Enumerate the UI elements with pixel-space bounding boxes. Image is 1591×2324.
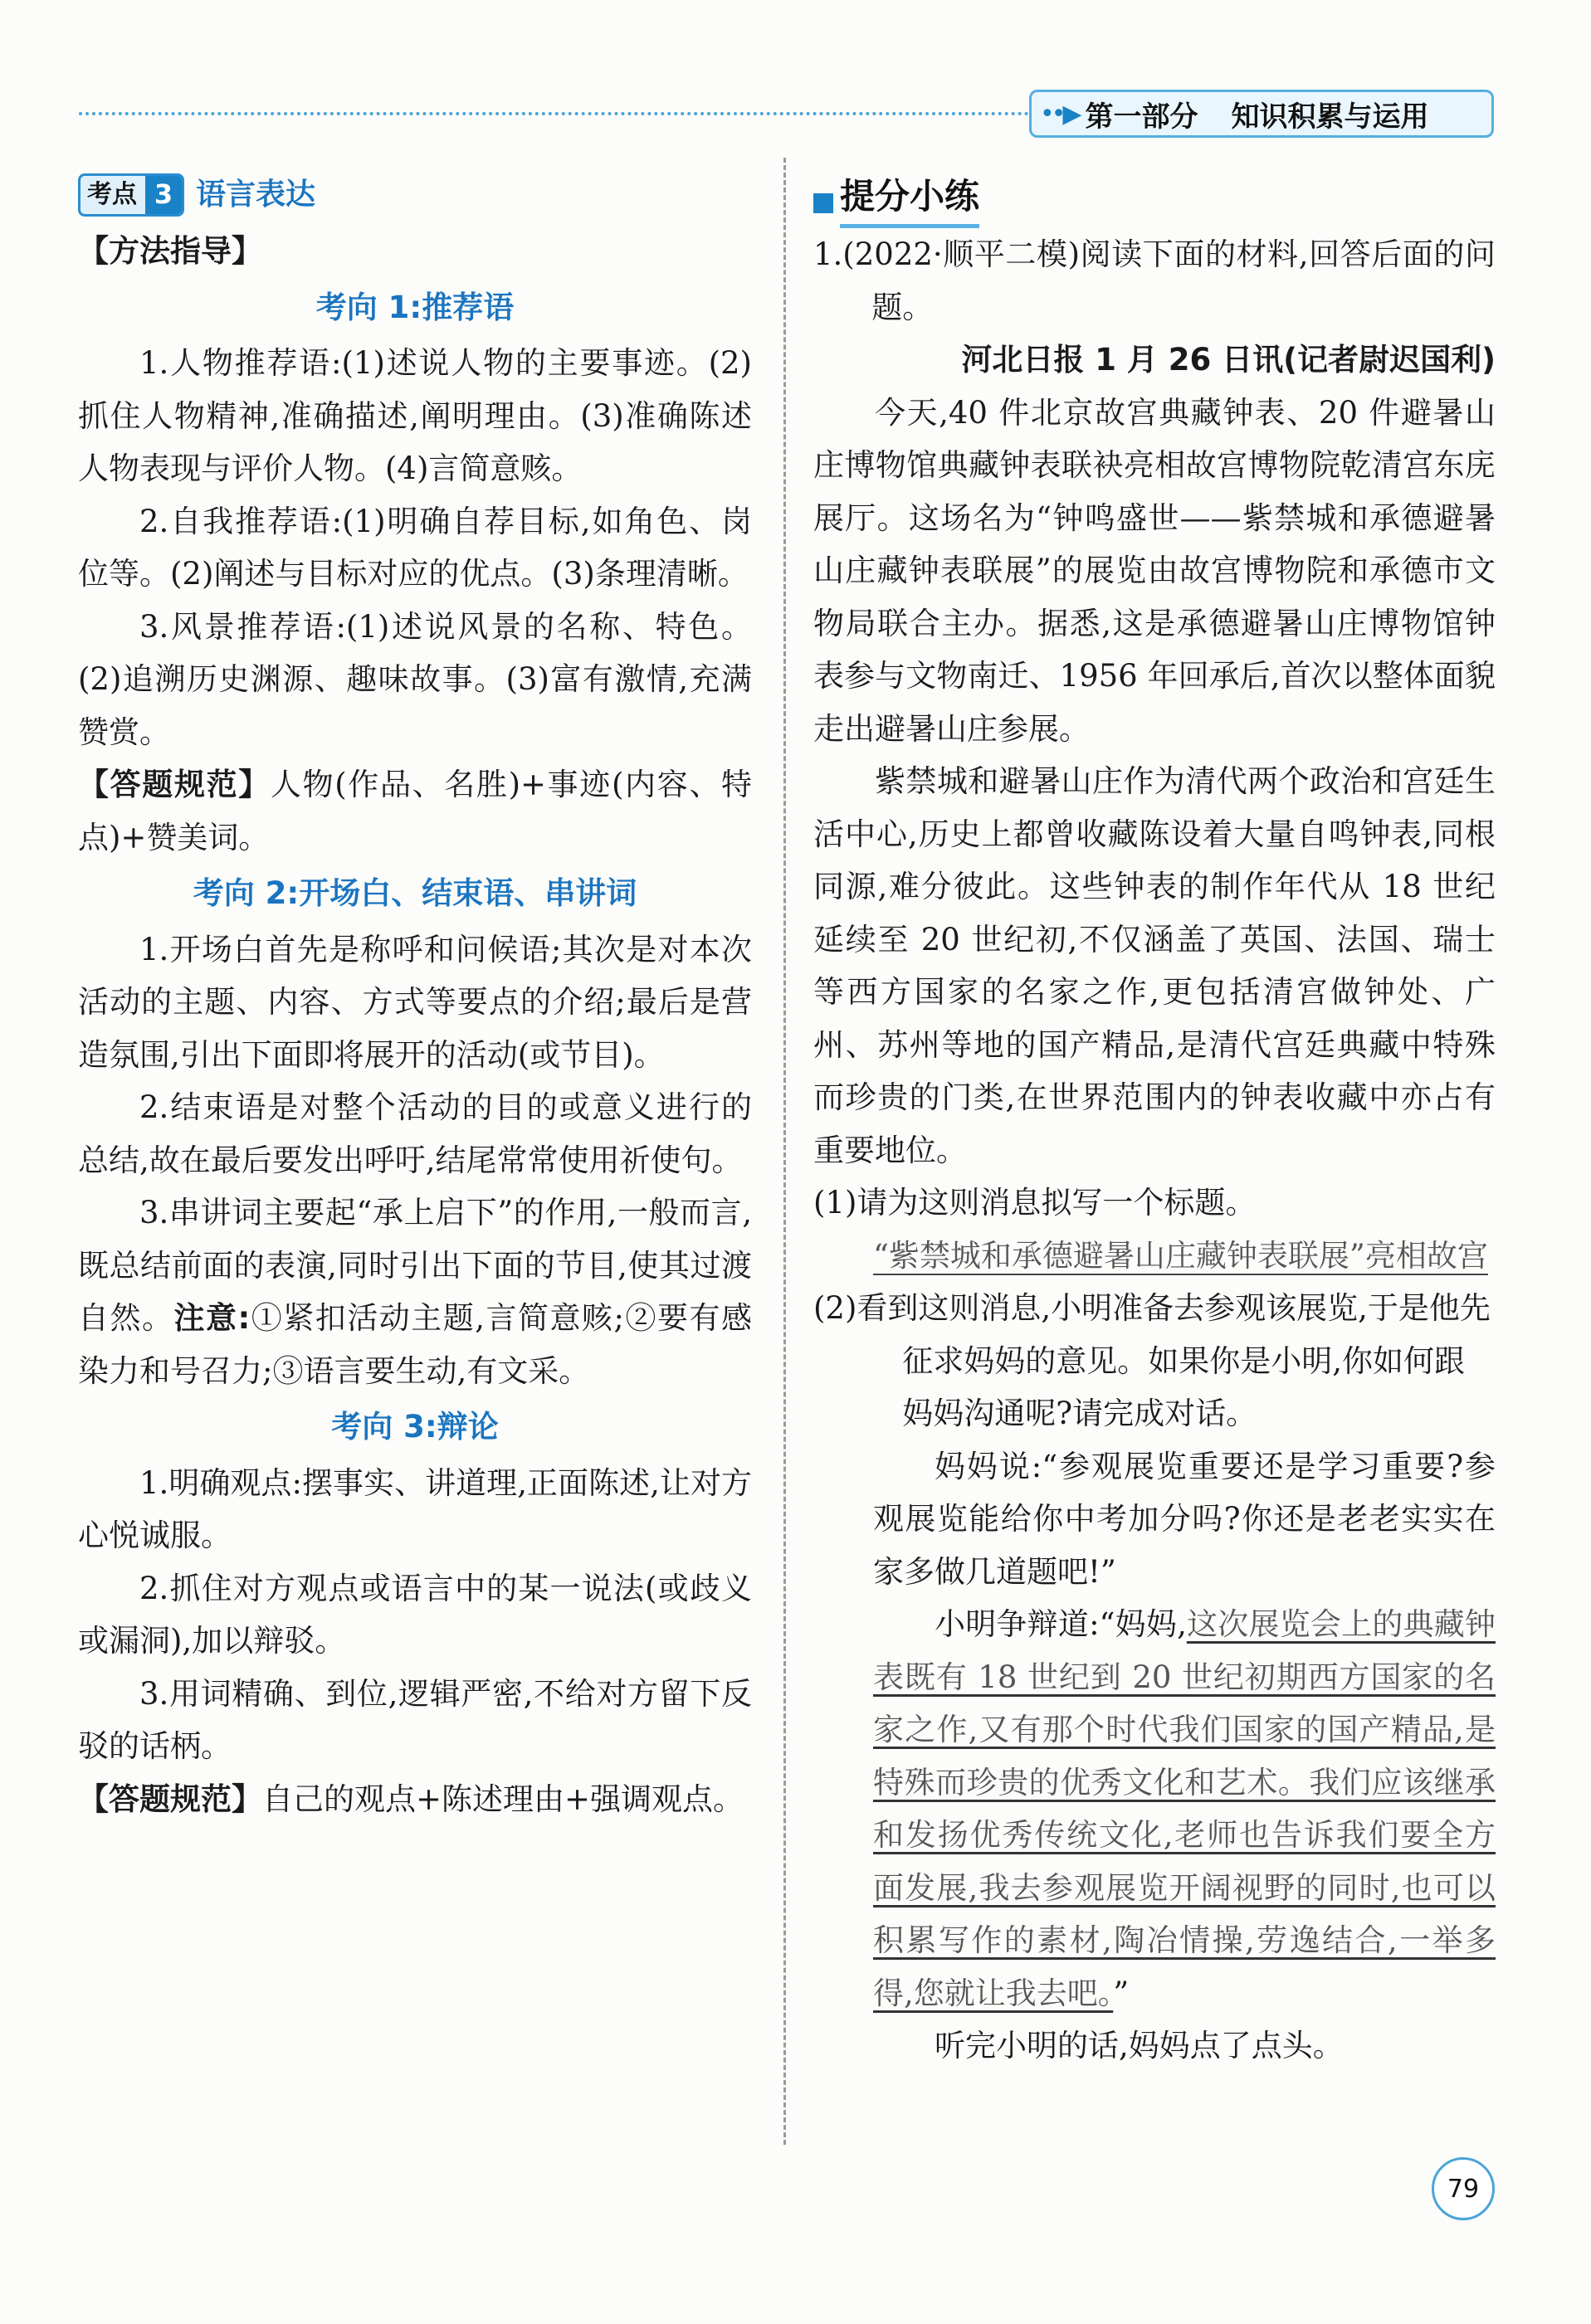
paragraph: 1.明确观点:摆事实、讲道理,正面陈述,让对方心悦诚服。 bbox=[78, 1464, 752, 1553]
paragraph-text: 3.串讲词主要起“承上启下”的作用,一般而言,既总结前面的表演,同时引出下面的节目,使其过渡自然。 bbox=[78, 1195, 752, 1336]
mom-dialogue: 妈妈说:“参观展览重要还是学习重要?参观展览能给你中考加分吗?你还是老老实实在家多做几道题吧!” bbox=[873, 1448, 1496, 1590]
page-number: 79 bbox=[1432, 2157, 1495, 2220]
method-heading: 【方法指导】 bbox=[78, 233, 262, 269]
right-column bbox=[813, 170, 1496, 2073]
direction-3-heading: 考向 3:辩论 bbox=[331, 1409, 499, 1445]
answer-norm-text: 人物(作品、名胜)+事迹(内容、特点)+赞美词。 bbox=[78, 767, 753, 855]
news-paragraph: 紫禁城和避暑山庄作为清代两个政治和宫廷生活中心,历史上都曾收藏陈设着大量自鸣钟表,同根同源,难分彼此。这些钟表的制作年代从 18 世纪延续至 20 世纪初,不仅涵盖了英国、法国、瑞士等西方国家的名家之作,更包括清宫做钟处、广州、苏州等地的国产精品,是清代宫廷典藏中特殊而珍贵的门类,在世界范围内的钟表收藏中亦占有重要地位。 bbox=[813, 763, 1496, 1168]
answer-norm-label: 【答题规范】 bbox=[78, 767, 271, 802]
paragraph: 2.自我推荐语:(1)明确自荐目标,如角色、岗位等。(2)阐述与目标对应的优点。(3)条理清晰。 bbox=[78, 503, 752, 592]
practice-title: 提分小练 bbox=[840, 170, 979, 229]
answer-norm-2 bbox=[78, 1773, 752, 1826]
sub-question-2: (2)看到这则消息,小明准备去参观该展览,于是他先征求妈妈的意见。如果你是小明,你如何跟妈妈沟通呢?请完成对话。 bbox=[813, 1290, 1491, 1431]
paragraph: 3.风景推荐语:(1)述说风景的名称、特色。(2)追溯历史渊源、趣味故事。(3)富有激情,充满赞赏。 bbox=[78, 608, 752, 750]
ending-line: 听完小明的话,妈妈点了点头。 bbox=[935, 2028, 1344, 2063]
kaodian-title: 语言表达 bbox=[196, 178, 316, 212]
question-1: 1.(2022·顺平二模)阅读下面的材料,回答后面的问题。 bbox=[813, 236, 1496, 325]
note-label: 注意: bbox=[173, 1300, 251, 1336]
practice-header bbox=[813, 170, 1496, 228]
dialogue-suffix: ” bbox=[1113, 1975, 1130, 2011]
part-label: 第一部分 bbox=[1085, 100, 1198, 134]
arrow-icon: ••▶ bbox=[1040, 99, 1079, 129]
section-tab bbox=[1029, 90, 1494, 138]
kaodian-label: 考点 bbox=[87, 180, 137, 210]
answer-text: 这次展览会上的典藏钟表既有 18 世纪到 20 世纪初期西方国家的名家之作,又有那个时代我们国家的国产精品,是特殊而珍贵的优秀文化和艺术。我们应该继承和发扬优秀传统文化,老师也告诉我们要全方面发展,我去参观展览开阔视野的同时,也可以积累写作的素材,陶冶情操,劳逸结合,一举多得,您就让我去吧。 bbox=[873, 1606, 1496, 2011]
paragraph: 2.抓住对方观点或语言中的某一说法(或歧义或漏洞),加以辩驳。 bbox=[78, 1570, 752, 1659]
xiaoming-dialogue bbox=[813, 1598, 1496, 2019]
column-divider bbox=[783, 158, 786, 2145]
news-source: 河北日报 1 月 26 日讯(记者尉迟国利) bbox=[961, 342, 1496, 378]
direction-2-heading: 考向 2:开场白、结束语、串讲词 bbox=[193, 875, 637, 911]
answer-norm-1 bbox=[78, 758, 752, 864]
section-label: 知识积累与运用 bbox=[1231, 100, 1429, 134]
kaodian-header bbox=[78, 170, 752, 220]
kaodian-number: 3 bbox=[145, 176, 182, 214]
paragraph: 1.人物推荐语:(1)述说人物的主要事迹。(2)抓住人物精神,准确描述,阐明理由。(3)准确陈述人物表现与评价人物。(4)言简意赅。 bbox=[78, 345, 752, 486]
direction-1-heading: 考向 1:推荐语 bbox=[315, 289, 515, 325]
dialogue-prefix: 小明争辩道:“妈妈, bbox=[935, 1606, 1187, 1642]
answer-text: “紫禁城和承德避暑山庄藏钟表联展”亮相故宫 bbox=[873, 1237, 1488, 1274]
left-column bbox=[78, 170, 752, 1825]
answer-norm-text: 自己的观点+陈述理由+强调观点。 bbox=[262, 1781, 744, 1817]
header-dotted-line bbox=[79, 112, 1029, 115]
answer-norm-label: 【答题规范】 bbox=[78, 1781, 262, 1817]
paragraph-text: ①紧扣活动主题,言简意赅;②要有感染力和号召力;③语言要生动,有文采。 bbox=[78, 1300, 752, 1389]
kaodian-badge bbox=[78, 173, 184, 217]
paragraph: 1.开场白首先是称呼和问候语;其次是对本次活动的主题、内容、方式等要点的介绍;最后是营造氛围,引出下面即将展开的活动(或节目)。 bbox=[78, 931, 752, 1073]
square-icon bbox=[813, 193, 833, 213]
answer-1 bbox=[813, 1230, 1496, 1283]
news-paragraph: 今天,40 件北京故宫典藏钟表、20 件避暑山庄博物馆典藏钟表联袂亮相故宫博物院乾清宫东庑展厅。这场名为“钟鸣盛世——紫禁城和承德避暑山庄藏钟表联展”的展览由故宫博物院和承德市文物局联合主办。据悉,这是承德避暑山庄博物馆钟表参与文物南迁、1956 年回承后,首次以整体面貌走出避暑山庄参展。 bbox=[813, 394, 1496, 747]
paragraph: 3.用词精确、到位,逻辑严密,不给对方留下反驳的话柄。 bbox=[78, 1675, 752, 1764]
paragraph: 2.结束语是对整个活动的目的或意义进行的总结,故在最后要发出呼吁,结尾常常使用祈使句。 bbox=[78, 1089, 752, 1178]
paragraph bbox=[78, 1186, 752, 1397]
sub-question-1: (1)请为这则消息拟写一个标题。 bbox=[813, 1185, 1257, 1220]
